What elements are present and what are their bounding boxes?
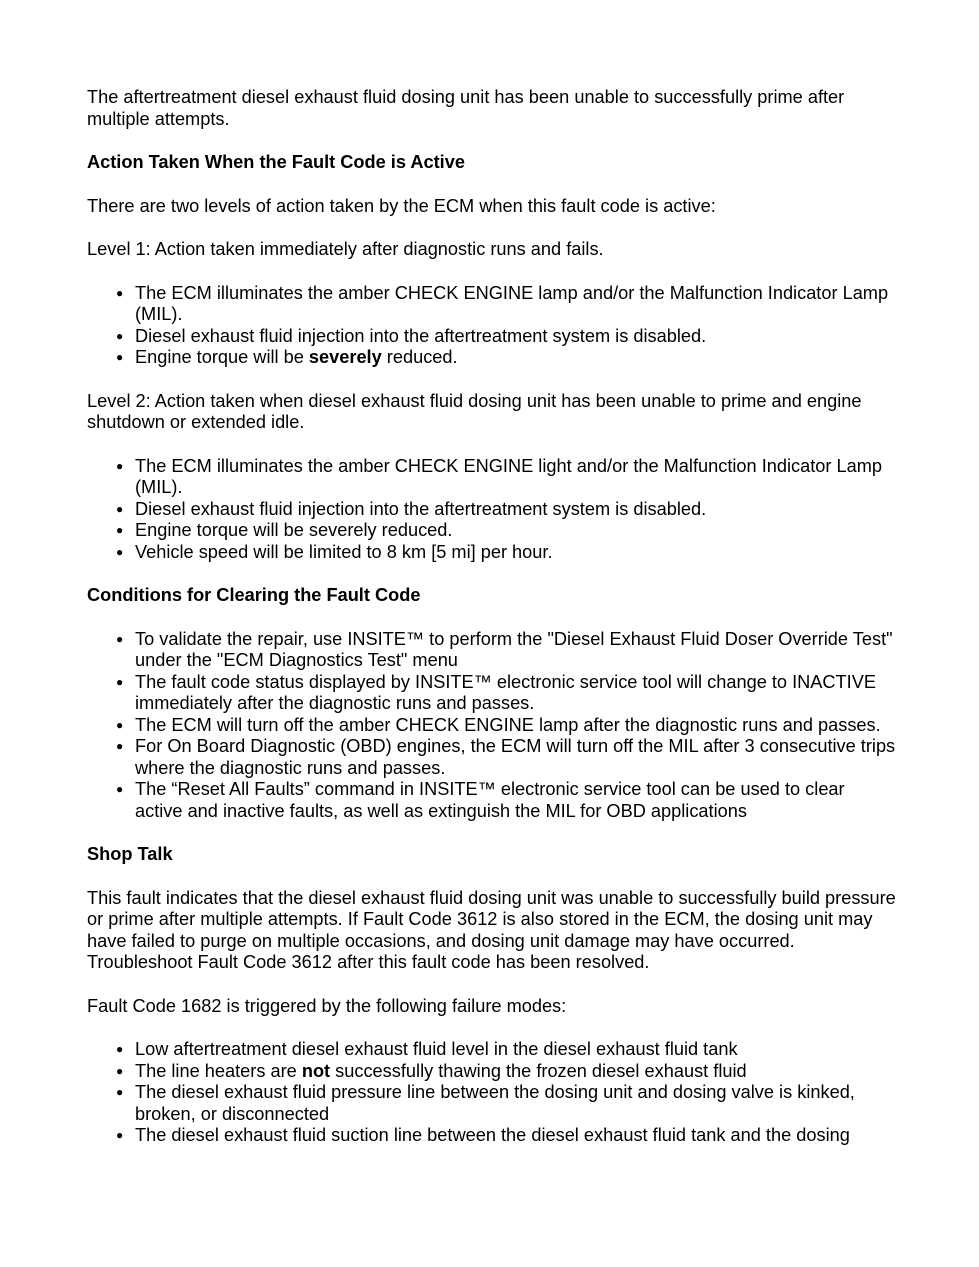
- bullet-icon: ●: [116, 501, 124, 516]
- list-item: [116, 1060, 897, 1083]
- bullet-icon: ●: [116, 350, 124, 364]
- list-item: [116, 455, 897, 499]
- action-heading: Action Taken When the Fault Code is Active: [87, 152, 465, 172]
- list-item-text: Vehicle speed will be limited to 8 km [5 mi] per hour.: [135, 541, 553, 562]
- list-item: [116, 628, 897, 672]
- list-item-text: Engine torque will be severely reduced.: [135, 520, 453, 540]
- list-item-text-after: successfully thawing the frozen diesel exhaust fluid: [330, 1060, 747, 1081]
- level1-list: [87, 283, 897, 369]
- list-item: [116, 779, 897, 822]
- level1-paragraph: Level 1: Action taken immediately after diagnostic runs and fails.: [87, 239, 604, 259]
- bullet-icon: ●: [116, 458, 124, 473]
- levels-intro-paragraph: There are two levels of action taken by the ECM when this fault code is active:: [87, 195, 716, 216]
- shop-talk-paragraph: This fault indicates that the diesel exhaust fluid dosing unit was unable to successfully build pressure or prime after multiple attempts. If Fault Code 3612 is also stored in the ECM, the dosing unit may have failed to purge on multiple occasions, and dosing unit damage may have occurred. Troubleshoot Fault Code 3612 after this fault code has been resolved.: [87, 887, 896, 972]
- bullet-icon: ●: [116, 544, 124, 559]
- list-item-text: The fault code status displayed by INSITE™ electronic service tool will change to INACTIVE immediately after the diagnostic runs and passes.: [135, 671, 876, 713]
- level2-list: [87, 456, 897, 564]
- list-item: [116, 498, 897, 521]
- list-item-text: The ECM illuminates the amber CHECK ENGINE light and/or the Malfunction Indicator Lamp (MIL).: [135, 455, 883, 497]
- bullet-icon: ●: [116, 1128, 124, 1142]
- list-item-text: The “Reset All Faults” command in INSITE™ electronic service tool can be used to clear active and inactive faults, as well as extinguish the MIL for OBD applications: [135, 779, 845, 821]
- bullet-icon: ●: [116, 631, 124, 646]
- list-item: [116, 671, 897, 715]
- shop-talk-heading: Shop Talk: [87, 844, 173, 864]
- bullet-icon: ●: [116, 1042, 124, 1056]
- list-item-text: Low aftertreatment diesel exhaust fluid level in the diesel exhaust fluid tank: [135, 1039, 738, 1059]
- list-item-text: For On Board Diagnostic (OBD) engines, the ECM will turn off the MIL after 3 consecutive trips where the diagnostic runs and passes.: [135, 736, 896, 778]
- bullet-icon: ●: [116, 782, 124, 796]
- failure-modes-intro: Fault Code 1682 is triggered by the following failure modes:: [87, 995, 567, 1016]
- bullet-icon: ●: [116, 674, 124, 689]
- list-item-text: The diesel exhaust fluid pressure line between the dosing unit and dosing valve is kinked, broken, or disconnected: [135, 1082, 855, 1124]
- list-item: [116, 347, 897, 369]
- list-item: [116, 541, 897, 564]
- list-item-emphasis: not: [301, 1060, 331, 1081]
- list-item-text-before: Engine torque will be: [135, 347, 309, 367]
- document-page: [87, 87, 897, 1147]
- list-item: [116, 714, 897, 737]
- list-item-text: The diesel exhaust fluid suction line between the diesel exhaust fluid tank and the dosing: [135, 1125, 850, 1145]
- list-item: [116, 1082, 897, 1125]
- intro-paragraph: The aftertreatment diesel exhaust fluid dosing unit has been unable to successfully prime after multiple attempts.: [87, 87, 845, 129]
- bullet-icon: ●: [116, 328, 124, 343]
- bullet-icon: ●: [116, 739, 124, 753]
- list-item-text: The ECM will turn off the amber CHECK ENGINE lamp after the diagnostic runs and passes.: [135, 714, 881, 735]
- clearing-list: [87, 629, 897, 823]
- bullet-icon: ●: [116, 1085, 124, 1099]
- list-item-text-before: The line heaters are: [135, 1060, 302, 1081]
- failure-modes-list: [87, 1039, 897, 1147]
- clearing-heading: Conditions for Clearing the Fault Code: [87, 585, 421, 605]
- list-item: [116, 282, 897, 326]
- list-item: [116, 325, 897, 348]
- bullet-icon: ●: [116, 717, 124, 732]
- list-item-text: Diesel exhaust fluid injection into the aftertreatment system is disabled.: [135, 325, 707, 346]
- level2-paragraph: Level 2: Action taken when diesel exhaust fluid dosing unit has been unable to prime and engine shutdown or extended idle.: [87, 390, 862, 432]
- bullet-icon: ●: [116, 1063, 124, 1078]
- list-item-text-after: reduced.: [381, 347, 458, 367]
- list-item: [116, 520, 897, 542]
- list-item-text: The ECM illuminates the amber CHECK ENGINE lamp and/or the Malfunction Indicator Lamp (MIL).: [135, 282, 889, 324]
- bullet-icon: ●: [116, 523, 124, 537]
- list-item: [116, 1125, 897, 1147]
- list-item-emphasis: severely: [308, 347, 382, 367]
- list-item: [116, 736, 897, 779]
- list-item: [116, 1039, 897, 1061]
- bullet-icon: ●: [116, 285, 124, 300]
- list-item-text: Diesel exhaust fluid injection into the aftertreatment system is disabled.: [135, 498, 707, 519]
- list-item-text: To validate the repair, use INSITE™ to perform the "Diesel Exhaust Fluid Doser Override Test" under the "ECM Diagnostics Test" menu: [135, 628, 893, 670]
